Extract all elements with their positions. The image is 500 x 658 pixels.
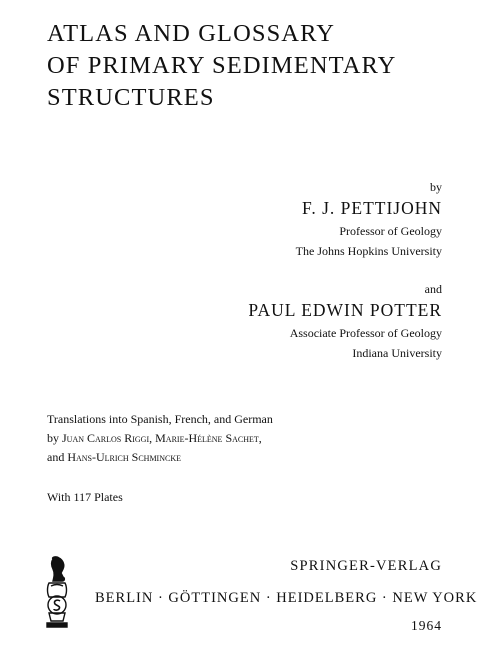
publisher-cities: BERLIN · GÖTTINGEN · HEIDELBERG · NEW YORK bbox=[95, 590, 478, 606]
plates-count: With 117 Plates bbox=[47, 490, 123, 504]
title-line-2: OF PRIMARY SEDIMENTARY bbox=[47, 52, 397, 79]
translations-line-2: by Juan Carlos Riggi, Marie-Hélène Sachet, bbox=[47, 431, 262, 445]
translations-line-3 bbox=[47, 450, 181, 465]
translations-line-1: Translations into Spanish, French, and German bbox=[47, 412, 273, 426]
translator-2: Marie-Hélène Sachet bbox=[155, 431, 259, 445]
author-1-position: Professor of Geology bbox=[339, 224, 442, 238]
author-2-name: PAUL EDWIN POTTER bbox=[248, 300, 442, 320]
title-line-1: ATLAS AND GLOSSARY bbox=[47, 20, 335, 47]
author-2-affiliation: Indiana University bbox=[352, 346, 442, 360]
author-2-position: Associate Professor of Geology bbox=[289, 326, 442, 340]
springer-knight-logo-icon bbox=[41, 555, 73, 633]
publisher-name: SPRINGER-VERLAG bbox=[290, 558, 442, 574]
and-label: and bbox=[424, 282, 442, 296]
author-1-name: F. J. PETTIJOHN bbox=[302, 198, 442, 218]
book-title bbox=[47, 18, 396, 114]
translations-by: by bbox=[47, 431, 59, 445]
author-1-affiliation: The Johns Hopkins University bbox=[295, 244, 442, 258]
translator-3: Hans-Ulrich Schmincke bbox=[67, 450, 182, 464]
publication-year: 1964 bbox=[411, 618, 442, 633]
by-label: by bbox=[430, 180, 442, 194]
title-line-3: STRUCTURES bbox=[47, 84, 215, 111]
translations-and: and bbox=[47, 450, 65, 464]
translator-1: Juan Carlos Riggi bbox=[62, 431, 150, 445]
